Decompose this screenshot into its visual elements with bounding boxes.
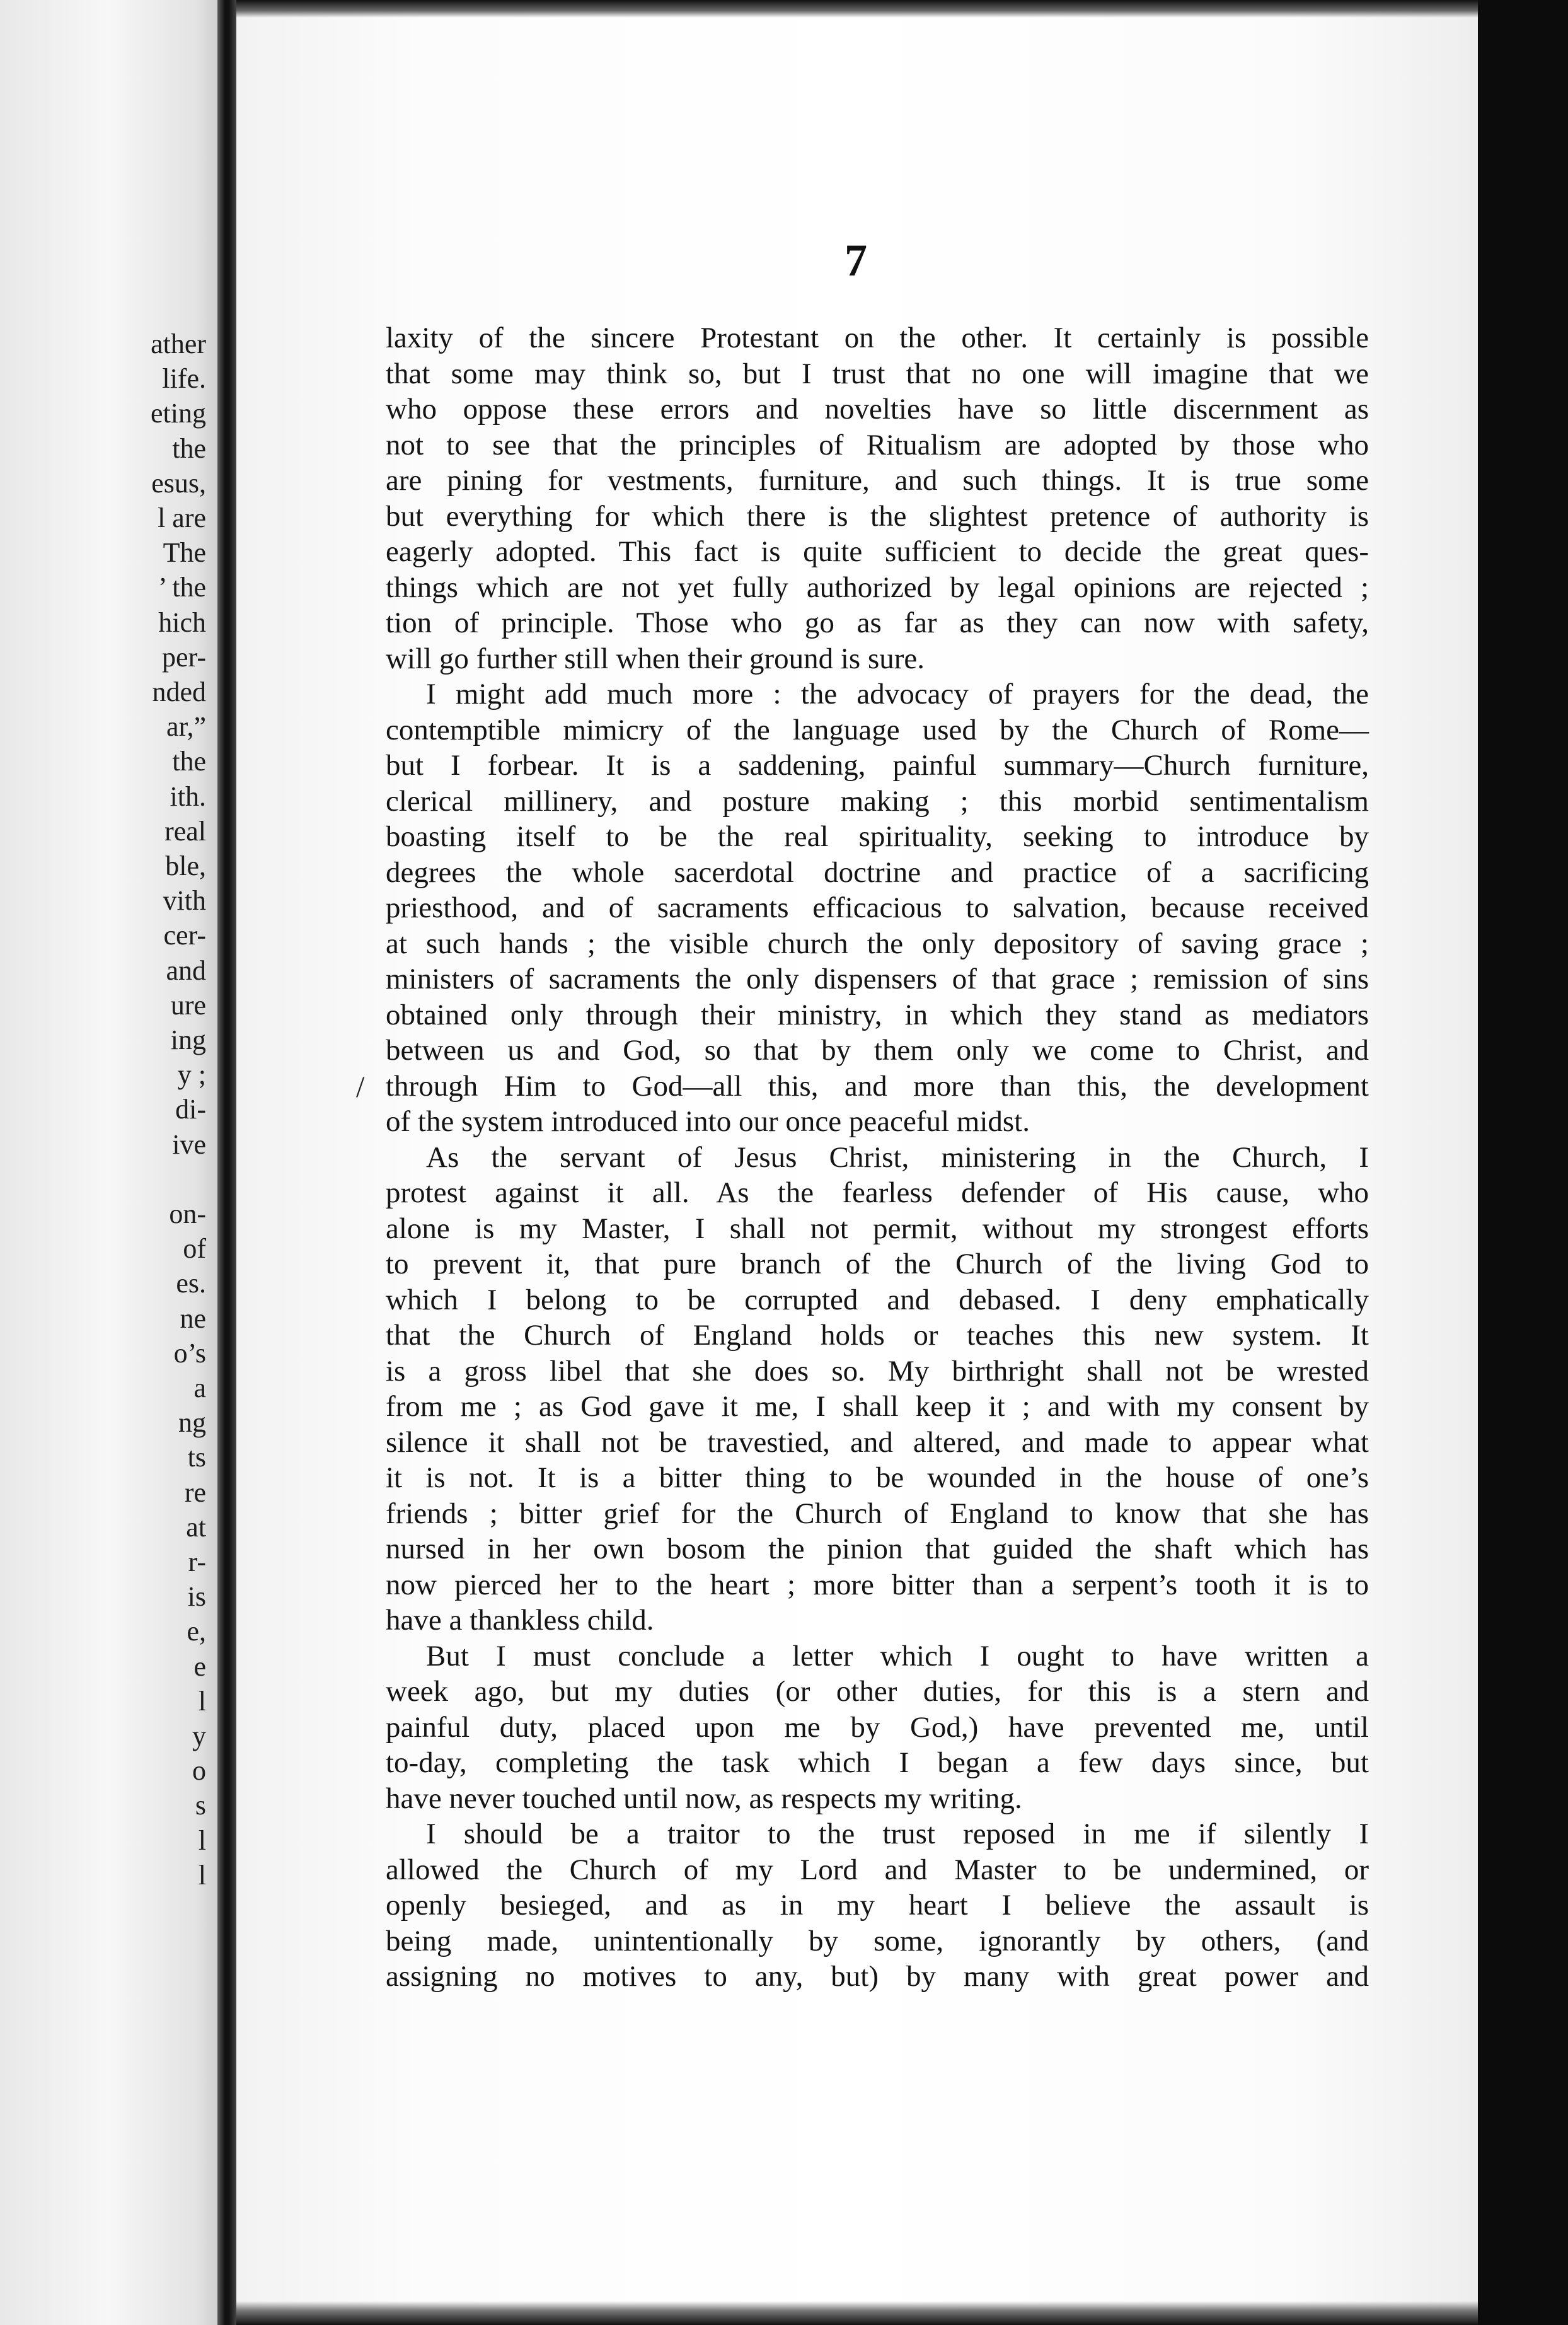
text-line: who oppose these errors and novelties have so little discernment as bbox=[386, 393, 1369, 426]
left-page-text-fragment: es. bbox=[176, 1268, 206, 1299]
body-text bbox=[386, 320, 1369, 1995]
left-page-text-fragment: ith. bbox=[170, 780, 206, 812]
text-line: that some may think so, but I trust that no one will imagine that we bbox=[386, 357, 1369, 390]
text-line: to prevent it, that pure branch of the Church of the living God to bbox=[386, 1248, 1369, 1280]
left-page-text-fragment: ne bbox=[180, 1302, 206, 1334]
text-line: openly besieged, and as in my heart I believe the assault is bbox=[386, 1889, 1369, 1922]
text-line: assigning no motives to any, but) by many with great power and bbox=[386, 1960, 1369, 1993]
text-line: but I forbear. It is a saddening, painful summary—Church furniture, bbox=[386, 749, 1369, 782]
text-line: between us and God, so that by them only we come to Christ, and bbox=[386, 1034, 1369, 1067]
left-page-text-fragment: at bbox=[186, 1511, 206, 1543]
text-line: things which are not yet fully authorized by legal opinions are rejected ; bbox=[386, 571, 1369, 604]
left-page-text-fragment: esus, bbox=[151, 467, 206, 499]
left-page-text-fragment: ts bbox=[187, 1442, 206, 1473]
left-page-text-fragment: vith bbox=[163, 885, 206, 917]
text-line: being made, unintentionally by some, ignorantly by others, (and bbox=[386, 1924, 1369, 1957]
left-page-text-fragment: ive bbox=[172, 1128, 206, 1160]
left-page-text-fragment: o’s bbox=[173, 1337, 206, 1369]
left-page-text-fragment: the bbox=[172, 432, 206, 464]
left-page-text-fragment: l bbox=[198, 1685, 206, 1717]
left-page-text-fragment: r- bbox=[188, 1546, 206, 1577]
text-line: friends ; bitter grief for the Church of England to know that she has bbox=[386, 1497, 1369, 1530]
left-page-fragment bbox=[0, 0, 217, 2325]
left-page-text-fragment: e bbox=[193, 1650, 206, 1682]
margin-annotation: / bbox=[356, 1070, 365, 1104]
left-page-text-fragment: per- bbox=[162, 641, 206, 673]
text-line: have a thankless child. bbox=[386, 1604, 654, 1637]
left-page-text-fragment: ble, bbox=[165, 850, 206, 881]
left-page-text-fragment: the bbox=[172, 746, 206, 777]
left-page-text-fragment: ng bbox=[178, 1407, 206, 1439]
book-gutter bbox=[217, 0, 236, 2325]
left-page-text-fragment: ure bbox=[170, 989, 206, 1021]
left-page-text-fragment: and bbox=[166, 954, 206, 986]
left-page-text-fragment: l bbox=[198, 1824, 206, 1856]
left-page-text-fragment: e, bbox=[187, 1616, 206, 1647]
text-line: alone is my Master, I shall not permit, without my strongest efforts bbox=[386, 1212, 1369, 1245]
left-page-text-fragment: o bbox=[192, 1755, 206, 1787]
top-scan-edge bbox=[236, 0, 1478, 18]
left-page-text-fragment: re bbox=[184, 1476, 206, 1508]
text-line: of the system introduced into our once peaceful midst. bbox=[386, 1105, 1030, 1138]
right-scan-border bbox=[1478, 0, 1568, 2325]
text-line: protest against it all. As the fearless defender of His cause, who bbox=[386, 1176, 1369, 1209]
left-page-text-fragment: di- bbox=[175, 1094, 206, 1125]
left-page-text-fragment: l bbox=[198, 1859, 206, 1891]
left-page-text-fragment: y ; bbox=[177, 1059, 206, 1091]
text-line: are pining for vestments, furniture, and such things. It is true some bbox=[386, 464, 1369, 497]
left-page-text-fragment: on- bbox=[169, 1198, 206, 1229]
left-page-text-fragment: of bbox=[183, 1233, 206, 1265]
left-page-text-fragment: s bbox=[195, 1790, 206, 1821]
text-line: week ago, but my duties (or other duties, for this is a stern and bbox=[386, 1675, 1369, 1708]
left-page-text-fragment: l are bbox=[158, 502, 206, 533]
text-line: But I must conclude a letter which I ought to have written a bbox=[426, 1639, 1369, 1673]
left-page-text-fragment: is bbox=[187, 1581, 206, 1613]
text-line: now pierced her to the heart ; more bitter than a serpent’s tooth it is to bbox=[386, 1568, 1369, 1601]
left-page-text-fragment: ar,” bbox=[166, 711, 206, 743]
text-line: allowed the Church of my Lord and Master to be undermined, or bbox=[386, 1853, 1369, 1886]
text-line: tion of principle. Those who go as far as they can now with safety, bbox=[386, 606, 1369, 639]
text-line: that the Church of England holds or teaches this new system. It bbox=[386, 1319, 1369, 1352]
left-page-text-fragment: ather bbox=[151, 328, 206, 359]
text-line: at such hands ; the visible church the only depository of saving grace ; bbox=[386, 927, 1369, 960]
text-line: boasting itself to be the real spirituality, seeking to introduce by bbox=[386, 820, 1369, 853]
text-line: I might add much more : the advocacy of prayers for the dead, the bbox=[426, 678, 1369, 710]
left-page-text-fragment: real bbox=[164, 815, 206, 847]
text-line: not to see that the principles of Ritualism are adopted by those who bbox=[386, 428, 1369, 461]
text-line: to-day, completing the task which I began a few days since, but bbox=[386, 1746, 1369, 1779]
text-line: eagerly adopted. This fact is quite sufficient to decide the great ques- bbox=[386, 535, 1369, 568]
text-line: it is not. It is a bitter thing to be wounded in the house of one’s bbox=[386, 1461, 1369, 1494]
text-line: ministers of sacraments the only dispensers of that grace ; remission of sins bbox=[386, 963, 1369, 995]
left-page-text-fragment: ing bbox=[170, 1024, 206, 1055]
left-page-text-fragment: y bbox=[192, 1720, 206, 1751]
left-page-text-fragment: life. bbox=[162, 363, 206, 395]
text-line: As the servant of Jesus Christ, ministering in the Church, I bbox=[426, 1140, 1369, 1174]
left-page-text-fragment: The bbox=[163, 537, 206, 569]
text-line: have never touched until now, as respects my writing. bbox=[386, 1782, 1022, 1815]
left-page-text-fragment: ’ the bbox=[158, 572, 206, 603]
text-line: priesthood, and of sacraments efficacious to salvation, because received bbox=[386, 891, 1369, 924]
text-line: clerical millinery, and posture making ; this morbid sentimentalism bbox=[386, 784, 1369, 818]
text-line: silence it shall not be travestied, and altered, and made to appear what bbox=[386, 1425, 1369, 1459]
bottom-scan-edge bbox=[236, 2301, 1478, 2325]
page-number: 7 bbox=[845, 235, 867, 286]
text-line: painful duty, placed upon me by God,) have prevented me, until bbox=[386, 1710, 1369, 1744]
left-page-text-fragment: cer- bbox=[163, 920, 206, 951]
text-line: which I belong to be corrupted and debased. I deny emphatically bbox=[386, 1283, 1369, 1316]
text-line: from me ; as God gave it me, I shall keep it ; and with my consent by bbox=[386, 1390, 1369, 1423]
text-line: but everything for which there is the slightest pretence of authority is bbox=[386, 499, 1369, 533]
text-line: contemptible mimicry of the language used by the Church of Rome— bbox=[386, 713, 1369, 746]
left-page-text-fragment: nded bbox=[152, 676, 206, 707]
text-line: I should be a traitor to the trust reposed in me if silently I bbox=[426, 1818, 1369, 1850]
text-line: will go further still when their ground is sure. bbox=[386, 642, 925, 675]
text-line: through Him to God—all this, and more than this, the development bbox=[386, 1069, 1369, 1103]
left-page-text-fragment: eting bbox=[151, 398, 206, 429]
text-line: nursed in her own bosom the pinion that guided the shaft which has bbox=[386, 1533, 1369, 1565]
left-page-text-fragment: hich bbox=[158, 606, 206, 638]
text-line: laxity of the sincere Protestant on the other. It certainly is possible bbox=[386, 322, 1369, 354]
text-line: degrees the whole sacerdotal doctrine and practice of a sacrificing bbox=[386, 855, 1369, 889]
text-line: is a gross libel that she does so. My birthright shall not be wrested bbox=[386, 1354, 1369, 1388]
text-line: obtained only through their ministry, in which they stand as mediators bbox=[386, 998, 1369, 1031]
left-page-text-fragment: a bbox=[193, 1372, 206, 1403]
